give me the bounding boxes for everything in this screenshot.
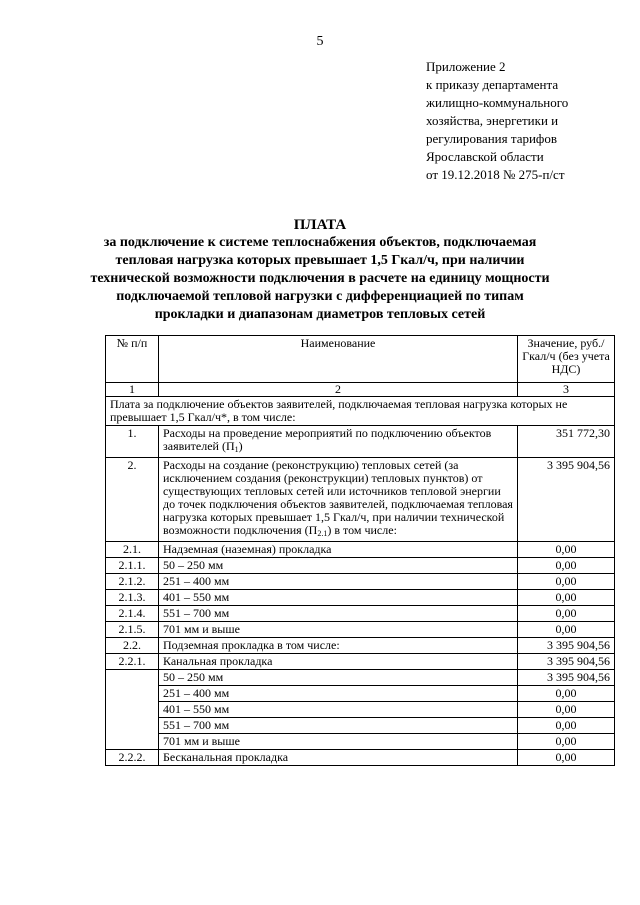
page-number: 5: [316, 34, 324, 49]
row-value: 0,00: [518, 718, 615, 734]
row-value: 0,00: [518, 574, 615, 590]
title-line: тепловая нагрузка которых превышает 1,5 Гкал/ч, при наличии: [115, 253, 525, 268]
header-num: № п/п: [106, 336, 159, 383]
row-num: 1.: [106, 426, 159, 458]
table-row: [106, 750, 615, 766]
row-name: 701 мм и выше: [159, 622, 518, 638]
title-line: за подключение к системе теплоснабжения объектов, подключаемая: [103, 235, 537, 250]
row-value: 0,00: [518, 606, 615, 622]
row-num: 2.1.4.: [106, 606, 159, 622]
row-name: Подземная прокладка в том числе:: [159, 638, 518, 654]
row-name: Расходы на проведение мероприятий по подключению объектов заявителей $(П_1)$: [159, 426, 518, 458]
header-name: Наименование: [159, 336, 518, 383]
title-main: ПЛАТА: [293, 217, 347, 233]
row-num-empty: [106, 702, 159, 718]
table-row: [106, 542, 615, 558]
row-value: 0,00: [518, 622, 615, 638]
row-name: 251 – 400 мм: [159, 686, 518, 702]
row-num-empty: [106, 734, 159, 750]
column-number: 3: [518, 383, 615, 397]
table-row: [106, 426, 615, 458]
appendix-line: Ярославской области: [426, 149, 544, 164]
appendix-line: хозяйства, энергетики и: [426, 113, 559, 128]
appendix-line: к приказу департамента: [426, 77, 559, 92]
row-name: 401 – 550 мм: [159, 590, 518, 606]
section-row: [106, 397, 615, 426]
appendix-header: [426, 58, 626, 184]
table-row: [106, 654, 615, 670]
appendix-line: жилищно-коммунального: [426, 95, 569, 110]
row-value: 351 772,30: [518, 426, 615, 458]
column-number: 2: [159, 383, 518, 397]
table-row: [106, 458, 615, 542]
row-value: 3 395 904,56: [518, 458, 615, 542]
row-num: 2.1.: [106, 542, 159, 558]
row-name: 701 мм и выше: [159, 734, 518, 750]
row-name: Канальная прокладка: [159, 654, 518, 670]
row-value: 0,00: [518, 558, 615, 574]
row-num: 2.1.5.: [106, 622, 159, 638]
table-row: [106, 670, 615, 686]
row-name: 401 – 550 мм: [159, 702, 518, 718]
column-number: 1: [106, 383, 159, 397]
title-line: подключаемой тепловой нагрузки с дифференциацией по типам: [116, 289, 524, 304]
document-title: [40, 216, 600, 324]
row-num: 2.1.2.: [106, 574, 159, 590]
row-value: 3 395 904,56: [518, 638, 615, 654]
row-num: 2.1.1.: [106, 558, 159, 574]
row-num-empty: [106, 670, 159, 686]
fee-table: [105, 335, 615, 766]
row-name: 50 – 250 мм: [159, 670, 518, 686]
appendix-line: от 19.12.2018 № 275-п/ст: [426, 167, 565, 182]
row-value: 3 395 904,56: [518, 670, 615, 686]
appendix-line: Приложение 2: [426, 59, 506, 74]
appendix-line: регулирования тарифов: [426, 131, 557, 146]
table-row: [106, 590, 615, 606]
table-row: [106, 606, 615, 622]
title-line: технической возможности подключения в расчете на единицу мощности: [90, 271, 550, 286]
table-row: [106, 702, 615, 718]
table-row: [106, 558, 615, 574]
row-num: 2.1.3.: [106, 590, 159, 606]
row-name: Надземная (наземная) прокладка: [159, 542, 518, 558]
row-value: 0,00: [518, 750, 615, 766]
row-value: 0,00: [518, 734, 615, 750]
title-line: прокладки и диапазонам диаметров тепловых сетей: [154, 307, 486, 322]
row-num-empty: [106, 686, 159, 702]
row-value: 0,00: [518, 702, 615, 718]
table-row: [106, 638, 615, 654]
row-name: Расходы на создание (реконструкцию) тепловых сетей (за исключением создания (реконструкции) тепловых пунктов) от существующих тепловых сетей или источников тепловой энергии до точек подключения объектов заявителей, подключаемая тепловая нагрузка которых превышает 1,5 Гкал/ч, при наличии технической возможности подключения $(П_{2.1})$ в том числе:: [159, 458, 518, 542]
row-name: 551 – 700 мм: [159, 718, 518, 734]
column-numbers-row: [106, 383, 615, 397]
row-name: Бесканальная прокладка: [159, 750, 518, 766]
row-name: 551 – 700 мм: [159, 606, 518, 622]
row-value: 3 395 904,56: [518, 654, 615, 670]
table-row: [106, 734, 615, 750]
table-row: [106, 574, 615, 590]
row-num: 2.2.2.: [106, 750, 159, 766]
row-num: 2.: [106, 458, 159, 542]
row-name: 251 – 400 мм: [159, 574, 518, 590]
row-value: 0,00: [518, 590, 615, 606]
row-num-empty: [106, 718, 159, 734]
table-header-row: [106, 336, 615, 383]
row-name: 50 – 250 мм: [159, 558, 518, 574]
row-num: 2.2.: [106, 638, 159, 654]
row-num: 2.2.1.: [106, 654, 159, 670]
table-row: [106, 622, 615, 638]
header-value: Значение, руб./Гкал/ч (без учета НДС): [518, 336, 615, 383]
table-row: [106, 718, 615, 734]
table-row: [106, 686, 615, 702]
section-title: Плата за подключение объектов заявителей, подключаемая тепловая нагрузка которых не превышает 1,5 Гкал/ч*, в том числе:: [106, 397, 615, 426]
row-value: 0,00: [518, 686, 615, 702]
row-value: 0,00: [518, 542, 615, 558]
